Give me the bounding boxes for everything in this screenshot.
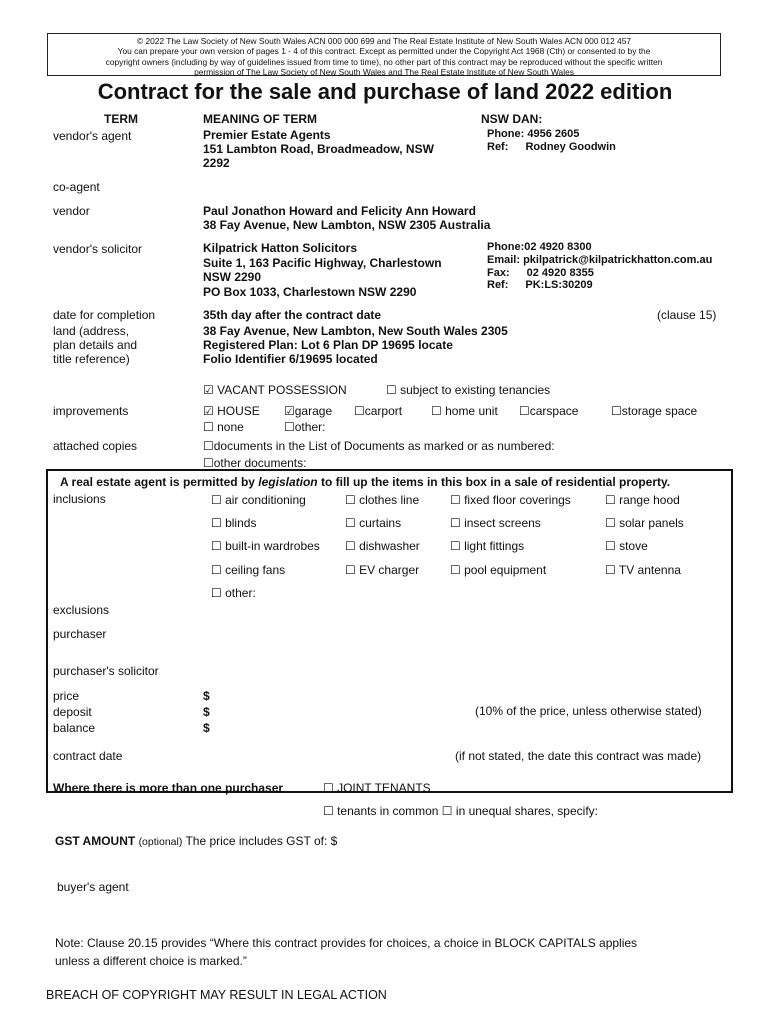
vendors-agent-name: Premier Estate Agents: [203, 128, 331, 142]
contract-date-note: (if not stated, the date this contract was made): [455, 749, 702, 763]
nsw-dan-header: NSW DAN:: [481, 112, 543, 126]
term-header: TERM: [104, 112, 138, 126]
home-unit-checkbox[interactable]: ☐ home unit: [431, 404, 498, 418]
price-labels: [53, 688, 95, 736]
vendors-agent-phone-row: [487, 128, 579, 140]
vendor-label: vendor: [53, 204, 90, 218]
land-address: 38 Fay Avenue, New Lambton, New South Wales 2305: [203, 324, 508, 338]
balance-dollar: $: [203, 721, 210, 735]
ref-value: Rodney Goodwin: [525, 141, 616, 153]
land-folio: Folio Identifier 6/19695 located: [203, 352, 378, 366]
built-in-wardrobes-checkbox[interactable]: ☐ built-in wardrobes: [211, 539, 320, 553]
price-dollar-signs: [203, 688, 210, 736]
other-improvements-checkbox[interactable]: ☐other:: [284, 420, 326, 434]
copyright-footer: BREACH OF COPYRIGHT MAY RESULT IN LEGAL ACTION: [46, 988, 387, 1002]
blinds-checkbox[interactable]: ☐ blinds: [211, 516, 257, 530]
note-line: unless a different choice is marked.”: [55, 954, 247, 968]
fax-value: 02 4920 8355: [526, 266, 594, 279]
page-title: Contract for the sale and purchase of land 2022 edition: [97, 79, 673, 104]
vendors-solicitor-label: vendor's solicitor: [53, 242, 142, 256]
deposit-label: deposit: [53, 705, 92, 719]
vendors-agent-postcode: 2292: [203, 156, 230, 170]
agent-box-heading: [60, 475, 670, 489]
vacant-possession-checkbox[interactable]: ☑ VACANT POSSESSION: [203, 383, 347, 397]
block-capitals-note: [55, 934, 637, 970]
gst-optional: (optional): [138, 836, 183, 848]
land-details: [203, 324, 508, 366]
fixed-floor-coverings-checkbox[interactable]: ☐ fixed floor coverings: [450, 493, 571, 507]
copyright-line: You can prepare your own version of pages 1 - 4 of this contract. Except as permitted under the Copyright Act 1968 (Cth) or consented to by the: [117, 46, 651, 57]
copyright-line: copyright owners (including by way of guidelines issued from time to time), no other part of this contract may be reproduced without the specific written: [105, 56, 663, 67]
co-agent-label: co-agent: [53, 180, 100, 194]
dishwasher-checkbox[interactable]: ☐ dishwasher: [345, 539, 420, 553]
attached-copies-label: attached copies: [53, 439, 138, 453]
solicitor-postcode: NSW 2290: [203, 270, 262, 284]
phone-value: 4956 2605: [527, 128, 580, 140]
ref-value: PK:LS:30209: [525, 279, 593, 292]
existing-tenancies-checkbox[interactable]: ☐ subject to existing tenancies: [386, 383, 551, 397]
tv-antenna-checkbox[interactable]: ☐ TV antenna: [605, 563, 681, 577]
range-hood-checkbox[interactable]: ☐ range hood: [605, 493, 680, 507]
vendor-details: [203, 204, 490, 232]
solar-panels-checkbox[interactable]: ☐ solar panels: [605, 516, 684, 530]
gst-label: GST AMOUNT: [55, 834, 136, 848]
garage-checkbox[interactable]: ☑garage: [284, 404, 333, 418]
note-line: Note: Clause 20.15 provides “Where this contract provides for choices, a choice in BLOCK CAPITALS applies: [55, 936, 638, 950]
completion-value: 35th day after the contract date: [203, 308, 382, 322]
deposit-dollar: $: [203, 705, 210, 719]
ref-label: Ref:: [487, 279, 509, 292]
ref-label: Ref:: [487, 141, 509, 153]
solicitor-address: Suite 1, 163 Pacific Highway, Charlestown: [203, 255, 442, 270]
none-checkbox[interactable]: ☐ none: [203, 420, 244, 434]
buyers-agent-label: buyer's agent: [57, 880, 129, 894]
stove-checkbox[interactable]: ☐ stove: [605, 539, 648, 553]
email-value: pkilpatrick@kilpatrickhatton.com.au: [523, 253, 713, 266]
vendors-solicitor-details: [203, 241, 442, 299]
agent-box-heading-post: to fill up the items in this box in a sale of residential property.: [317, 475, 671, 489]
other-documents-checkbox[interactable]: ☐other documents:: [203, 456, 307, 470]
insect-screens-checkbox[interactable]: ☐ insect screens: [450, 516, 541, 530]
joint-tenants-checkbox[interactable]: ☐ JOINT TENANTS: [323, 781, 431, 795]
completion-clause: (clause 15): [657, 308, 717, 322]
gst-row: [55, 834, 337, 848]
email-label: Email:: [487, 253, 521, 266]
more-than-one-purchaser-label: Where there is more than one purchaser: [53, 781, 284, 795]
purchaser-label: purchaser: [53, 627, 107, 641]
tenants-in-common-checkbox[interactable]: ☐ tenants in common ☐ in unequal shares, specify:: [323, 804, 598, 818]
completion-label: date for completion: [53, 308, 156, 322]
carspace-checkbox[interactable]: ☐carspace: [519, 404, 579, 418]
land-label: [53, 324, 137, 366]
improvements-label: improvements: [53, 404, 129, 418]
exclusions-label: exclusions: [53, 603, 110, 617]
storage-space-checkbox[interactable]: ☐storage space: [611, 404, 698, 418]
land-label-line: land (address,: [53, 324, 130, 338]
copyright-line: © 2022 The Law Society of New South Wales ACN 000 000 699 and The Real Estate Institute of New South Wales ACN 000 012 457: [136, 36, 632, 46]
gst-text: The price includes GST of: $: [185, 834, 338, 848]
house-checkbox[interactable]: ☑ HOUSE: [203, 404, 260, 418]
vendor-address: 38 Fay Avenue, New Lambton, NSW 2305 Australia: [203, 218, 491, 232]
air-conditioning-checkbox[interactable]: ☐ air conditioning: [211, 493, 306, 507]
agent-box-heading-pre: A real estate agent is permitted by: [60, 475, 259, 489]
vendors-agent-details: [203, 128, 434, 170]
vendors-agent-address: 151 Lambton Road, Broadmeadow, NSW: [203, 142, 434, 156]
copyright-line: permission of The Law Society of New South Wales and The Real Estate Institute of New South Wales: [194, 66, 574, 77]
land-plan: Registered Plan: Lot 6 Plan DP 19695 locate: [203, 338, 453, 352]
ceiling-fans-checkbox[interactable]: ☐ ceiling fans: [211, 563, 286, 577]
clothes-line-checkbox[interactable]: ☐ clothes line: [345, 493, 420, 507]
solicitor-contact: [487, 241, 712, 292]
deposit-note: (10% of the price, unless otherwise stated): [475, 704, 702, 718]
phone-value: 02 4920 8300: [524, 241, 592, 253]
land-label-line: plan details and: [53, 338, 138, 352]
ev-charger-checkbox[interactable]: ☐ EV charger: [345, 563, 420, 577]
land-label-line: title reference): [53, 352, 130, 366]
vendor-name: Paul Jonathon Howard and Felicity Ann Howard: [203, 204, 476, 218]
inclusions-label: inclusions: [53, 492, 106, 506]
documents-checkbox[interactable]: ☐documents in the List of Documents as marked or as numbered:: [203, 439, 555, 453]
other-inclusions-checkbox[interactable]: ☐ other:: [211, 586, 256, 600]
curtains-checkbox[interactable]: ☐ curtains: [345, 516, 402, 530]
agent-box-heading-em: legislation: [258, 475, 318, 489]
light-fittings-checkbox[interactable]: ☐ light fittings: [450, 539, 525, 553]
pool-equipment-checkbox[interactable]: ☐ pool equipment: [450, 563, 547, 577]
purchasers-solicitor-label: purchaser's solicitor: [53, 664, 159, 678]
vendors-agent-ref-row: [487, 141, 616, 153]
price-label: price: [53, 689, 80, 703]
copyright-notice: [47, 33, 721, 76]
balance-label: balance: [53, 721, 96, 735]
fax-label: Fax:: [487, 266, 510, 279]
vendors-agent-label: vendor's agent: [53, 129, 132, 143]
phone-label: Phone:: [487, 128, 525, 140]
phone-label: Phone:: [487, 241, 525, 253]
solicitor-po-box: PO Box 1033, Charlestown NSW 2290: [203, 284, 417, 299]
carport-checkbox[interactable]: ☐carport: [354, 404, 403, 418]
solicitor-name: Kilpatrick Hatton Solicitors: [203, 241, 358, 255]
price-dollar: $: [203, 689, 210, 703]
meaning-header: MEANING OF TERM: [203, 112, 317, 126]
contract-date-label: contract date: [53, 749, 123, 763]
